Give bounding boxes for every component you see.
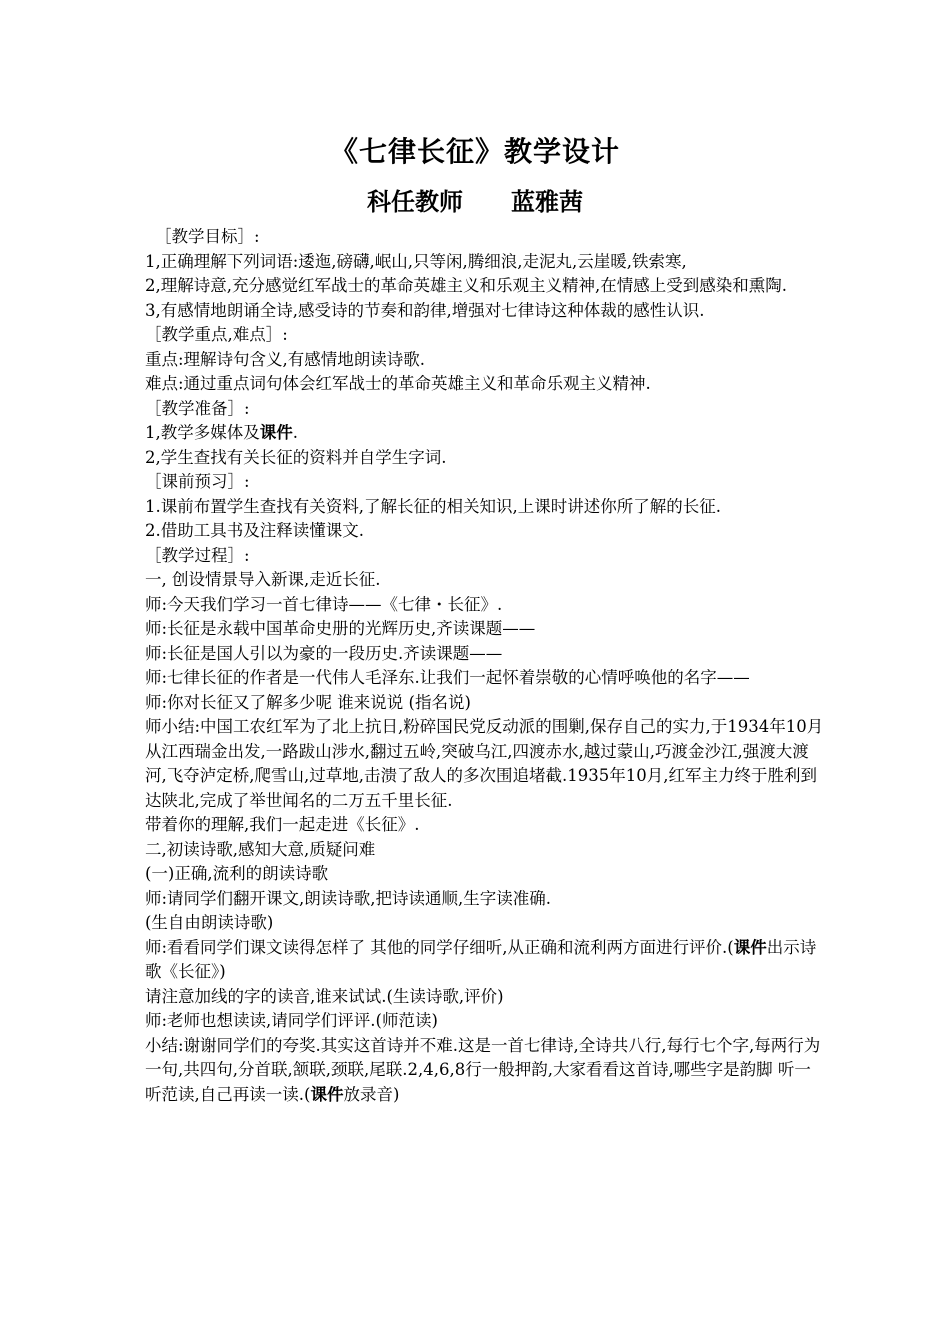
text-run: 放录音) <box>343 1084 400 1104</box>
paragraph <box>145 936 825 985</box>
text-run: 出示诗歌《长征》) <box>145 937 817 981</box>
paragraph: 师:长征是永载中国革命史册的光辉历史,齐读课题—— <box>145 619 536 638</box>
paragraph: 1,正确理解下列词语:逶迤,磅礴,岷山,只等闲,腾细浪,走泥丸,云崖暖,铁索寒, <box>145 251 687 271</box>
text-run: . <box>292 423 298 442</box>
paragraph <box>145 421 825 446</box>
paragraph: 重点:理解诗句含义,有感情地朗读诗歌. <box>145 349 426 369</box>
section-heading-keypoints: ［教学重点,难点］: <box>145 325 288 344</box>
section-heading-preparation: ［教学准备］: <box>145 398 250 418</box>
paragraph: (生自由朗读诗歌) <box>145 913 274 932</box>
paragraph: 二,初读诗歌,感知大意,质疑问难 <box>145 839 376 859</box>
paragraph: 师小结:中国工农红军为了北上抗日,粉碎国民党反动派的围剿,保存自己的实力,于1934年10月从江西瑞金出发,一路跋山涉水,翻过五岭,突破乌江,四渡赤水,越过蒙山,巧渡金沙江,强渡大渡河,飞夺泸定桥,爬雪山,过草地,击溃了敌人的多次围追堵截.1935年10月,红军主力终于胜利到达陕北,完成了举世闻名的二万五千里长征. <box>145 717 824 810</box>
section-heading-preview: ［课前预习］: <box>145 472 250 491</box>
paragraph <box>145 1034 825 1108</box>
paragraph: 难点:通过重点词句体会红军战士的革命英雄主义和革命乐观主义精神. <box>145 374 651 393</box>
bold-term: 课件 <box>310 1084 344 1104</box>
paragraph: 师:七律长征的作者是一代伟人毛泽东.让我们一起怀着崇敬的心情呼唤他的名字—— <box>145 668 750 687</box>
paragraph: 师:老师也想读读,请同学们评评.(师范读) <box>145 1011 438 1030</box>
section-heading-objectives: ［教学目标］: <box>155 227 260 246</box>
paragraph: 1.课前布置学生查找有关资料,了解长征的相关知识,上课时讲述你所了解的长征. <box>145 496 721 516</box>
paragraph: 2.借助工具书及注释读懂课文. <box>145 521 364 540</box>
document-body <box>145 225 825 1107</box>
paragraph: 师:你对长征又了解多少呢 谁来说说 (指名说) <box>145 692 471 712</box>
paragraph: (一)正确,流利的朗读诗歌 <box>145 864 329 883</box>
text-run: 1,教学多媒体及 <box>145 423 260 442</box>
paragraph: 2,学生查找有关长征的资料并自学生字词. <box>145 447 447 467</box>
paragraph: 师:今天我们学习一首七律诗——《七律・长征》. <box>145 594 503 614</box>
document-author: 科任教师 蓝雅茜 <box>367 188 583 216</box>
paragraph: 师:请同学们翻开课文,朗读诗歌,把诗读通顺,生字读准确. <box>145 888 552 908</box>
section-heading-process: ［教学过程］: <box>145 545 250 565</box>
bold-term: 课件 <box>733 937 767 957</box>
paragraph: 2,理解诗意,充分感觉红军战士的革命英雄主义和乐观主义精神,在情感上受到感染和熏陶. <box>145 276 787 295</box>
paragraph: 师:长征是国人引以为豪的一段历史.齐读课题—— <box>145 643 503 663</box>
document-title: 《七律长征》教学设计 <box>329 135 620 168</box>
paragraph: 3,有感情地朗诵全诗,感受诗的节奏和韵律,增强对七律诗这种体裁的感性认识. <box>145 300 705 320</box>
bold-term: 课件 <box>259 423 293 442</box>
text-run: 小结:谢谢同学们的夸奖.其实这首诗并不难.这是一首七律诗,全诗共八行,每行七个字,每两行为一句,共四句,分首联,颔联,颈联,尾联.2,4,6,8行一般押韵,大家看看这首诗,哪些字是韵脚 听一听范读,自己再读一读.( <box>145 1035 821 1104</box>
paragraph: 请注意加线的字的读音,谁来试试.(生读诗歌,评价) <box>145 986 504 1006</box>
paragraph: 带着你的理解,我们一起走进《长征》. <box>145 815 420 834</box>
text-run: 师:看看同学们课文读得怎样了 其他的同学仔细听,从正确和流利两方面进行评价.( <box>145 937 734 957</box>
paragraph: 一, 创设情景导入新课,走近长征. <box>145 570 381 589</box>
